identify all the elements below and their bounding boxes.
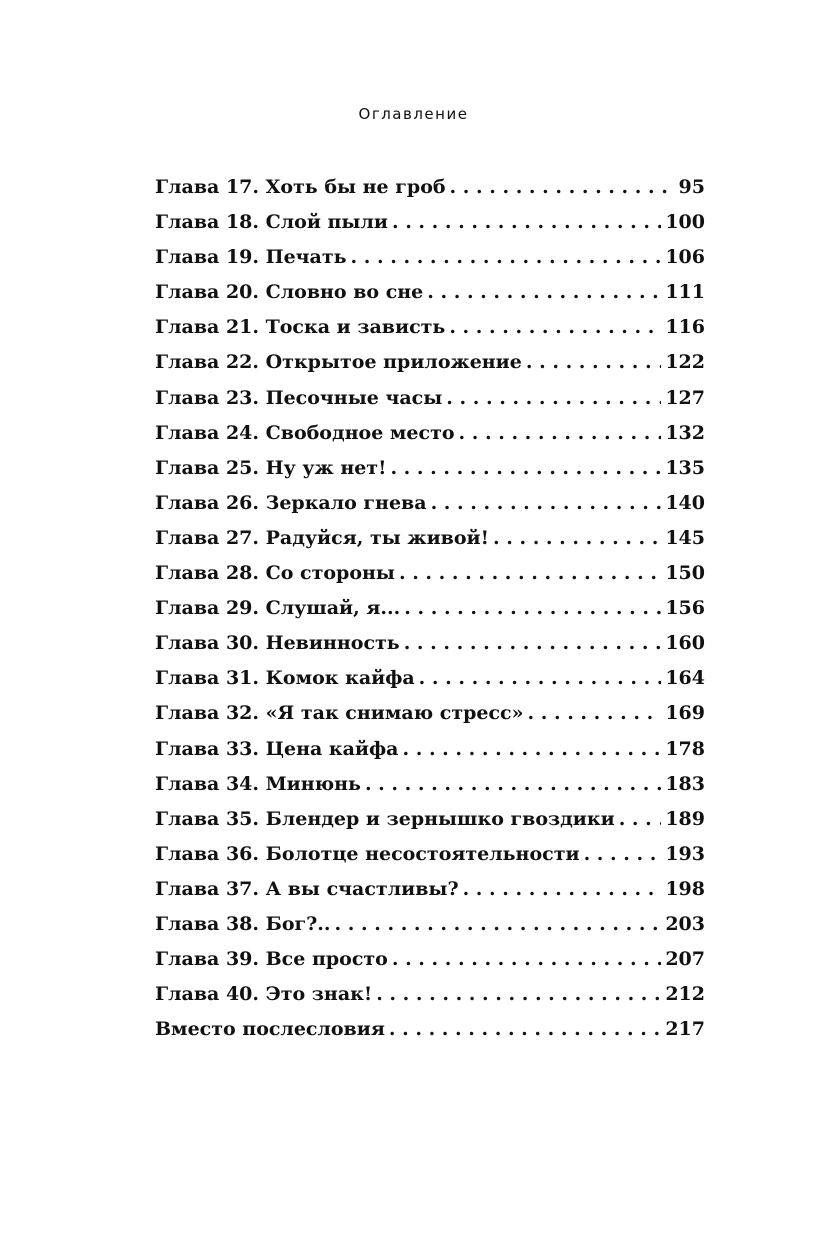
toc-entry <box>155 381 705 416</box>
dot-leader <box>459 416 662 451</box>
toc-entry <box>155 1012 705 1047</box>
toc-entry-title: Глава 37. А вы счастливы? <box>155 877 459 900</box>
toc-entry-page-number: 203 <box>665 912 705 935</box>
toc-entry-page-number: 116 <box>665 316 705 339</box>
toc-entry-title: Глава 39. Все просто <box>155 948 388 971</box>
toc-entry <box>155 310 705 345</box>
toc-entry-page-number: 111 <box>665 281 705 304</box>
dot-leader <box>389 1012 661 1047</box>
toc-entry-title: Глава 33. Цена кайфа <box>155 737 399 760</box>
toc-entry <box>155 661 705 696</box>
toc-entry <box>155 732 705 767</box>
toc-entry <box>155 275 705 310</box>
toc-entry-title: Глава 19. Печать <box>155 246 347 269</box>
toc-entry-page-number: 106 <box>665 246 705 269</box>
toc-entry-page-number: 132 <box>665 421 705 444</box>
toc-entry-title: Глава 38. Бог?.. <box>155 912 331 935</box>
toc-entry-page-number: 140 <box>665 491 705 514</box>
toc-entry <box>155 767 705 802</box>
toc-entry-title: Глава 23. Песочные часы <box>155 386 443 409</box>
toc-entry-title: Глава 24. Свободное место <box>155 421 455 444</box>
toc-entry <box>155 802 705 837</box>
dot-leader <box>376 977 661 1012</box>
dot-leader <box>392 942 661 977</box>
dot-leader <box>404 626 662 661</box>
toc-entry-title: Глава 36. Болотце несостоятельности <box>155 842 580 865</box>
dot-leader <box>365 767 661 802</box>
dot-leader <box>446 381 661 416</box>
toc-entry <box>155 416 705 451</box>
dot-leader <box>493 521 661 556</box>
toc-entry <box>155 626 705 661</box>
toc-entry <box>155 451 705 486</box>
toc-entry <box>155 556 705 591</box>
toc-entry-title: Вместо послесловия <box>155 1018 385 1041</box>
dot-leader <box>526 345 661 380</box>
toc-entry-title: Глава 20. Словно во сне <box>155 281 424 304</box>
toc-entry-title: Глава 35. Блендер и зернышко гвоздики <box>155 807 615 830</box>
toc-entry-title: Глава 27. Радуйся, ты живой! <box>155 526 489 549</box>
toc-entry-page-number: 207 <box>665 948 705 971</box>
toc-entry-title: Глава 25. Ну уж нет! <box>155 456 387 479</box>
toc-entry-page-number: 198 <box>665 877 705 900</box>
toc-entry-title: Глава 22. Открытое приложение <box>155 351 522 374</box>
toc-entry-page-number: 150 <box>665 562 705 585</box>
toc-entry-title: Глава 18. Слой пыли <box>155 211 388 234</box>
toc-entry-page-number: 217 <box>665 1018 705 1041</box>
toc-entry-title: Глава 31. Комок кайфа <box>155 667 415 690</box>
toc-entry <box>155 170 705 205</box>
dot-leader <box>584 837 662 872</box>
toc-entry-page-number: 145 <box>665 526 705 549</box>
running-header: Оглавление <box>358 105 469 123</box>
toc-entry-page-number: 212 <box>665 983 705 1006</box>
dot-leader <box>449 310 661 345</box>
toc-entry <box>155 942 705 977</box>
dot-leader <box>351 240 662 275</box>
dot-leader <box>402 732 661 767</box>
toc-entry-title: Глава 26. Зеркало гнева <box>155 491 427 514</box>
toc-entry <box>155 486 705 521</box>
toc-entry-page-number: 169 <box>665 702 705 725</box>
toc-entry <box>155 696 705 731</box>
toc-entry <box>155 205 705 240</box>
toc-entry-page-number: 193 <box>665 842 705 865</box>
toc-entry-page-number: 189 <box>665 807 705 830</box>
toc-entry <box>155 521 705 556</box>
dot-leader <box>431 486 662 521</box>
toc-entry <box>155 837 705 872</box>
toc-entry-title: Глава 34. Минюнь <box>155 772 361 795</box>
dot-leader <box>392 205 661 240</box>
dot-leader <box>335 907 662 942</box>
toc-entry-page-number: 127 <box>665 386 705 409</box>
toc-entry-page-number: 100 <box>665 211 705 234</box>
dot-leader <box>399 556 661 591</box>
toc-entry-page-number: 164 <box>665 667 705 690</box>
dot-leader <box>528 696 662 731</box>
toc-entry-page-number: 122 <box>665 351 705 374</box>
toc-entry-page-number: 183 <box>665 772 705 795</box>
toc-entry-title: Глава 40. Это знак! <box>155 983 373 1006</box>
toc-entry-page-number: 95 <box>678 176 705 198</box>
dot-leader <box>427 275 661 310</box>
toc-entry-title: Глава 17. Хоть бы не гроб <box>155 176 446 198</box>
toc-entry-title: Глава 21. Тоска и зависть <box>155 316 446 339</box>
toc-entry-page-number: 160 <box>665 632 705 655</box>
dot-leader <box>419 661 662 696</box>
toc-entry-page-number: 135 <box>665 456 705 479</box>
dot-leader <box>463 872 662 907</box>
dot-leader <box>390 451 661 486</box>
toc-entry <box>155 591 705 626</box>
toc-entry-page-number: 156 <box>665 597 705 620</box>
toc-entry-title: Глава 32. «Я так снимаю стресс» <box>155 702 524 725</box>
toc-entry <box>155 977 705 1012</box>
toc-entry <box>155 345 705 380</box>
dot-leader <box>619 802 662 837</box>
table-of-contents <box>155 170 705 1047</box>
toc-entry-title: Глава 30. Невинность <box>155 632 400 655</box>
toc-entry <box>155 872 705 907</box>
toc-entry-title: Глава 29. Слушай, я... <box>155 597 401 620</box>
toc-entry-page-number: 178 <box>665 737 705 760</box>
toc-entry <box>155 240 705 275</box>
dot-leader <box>404 591 661 626</box>
toc-entry-title: Глава 28. Со стороны <box>155 562 395 585</box>
toc-entry <box>155 907 705 942</box>
dot-leader <box>450 170 675 205</box>
